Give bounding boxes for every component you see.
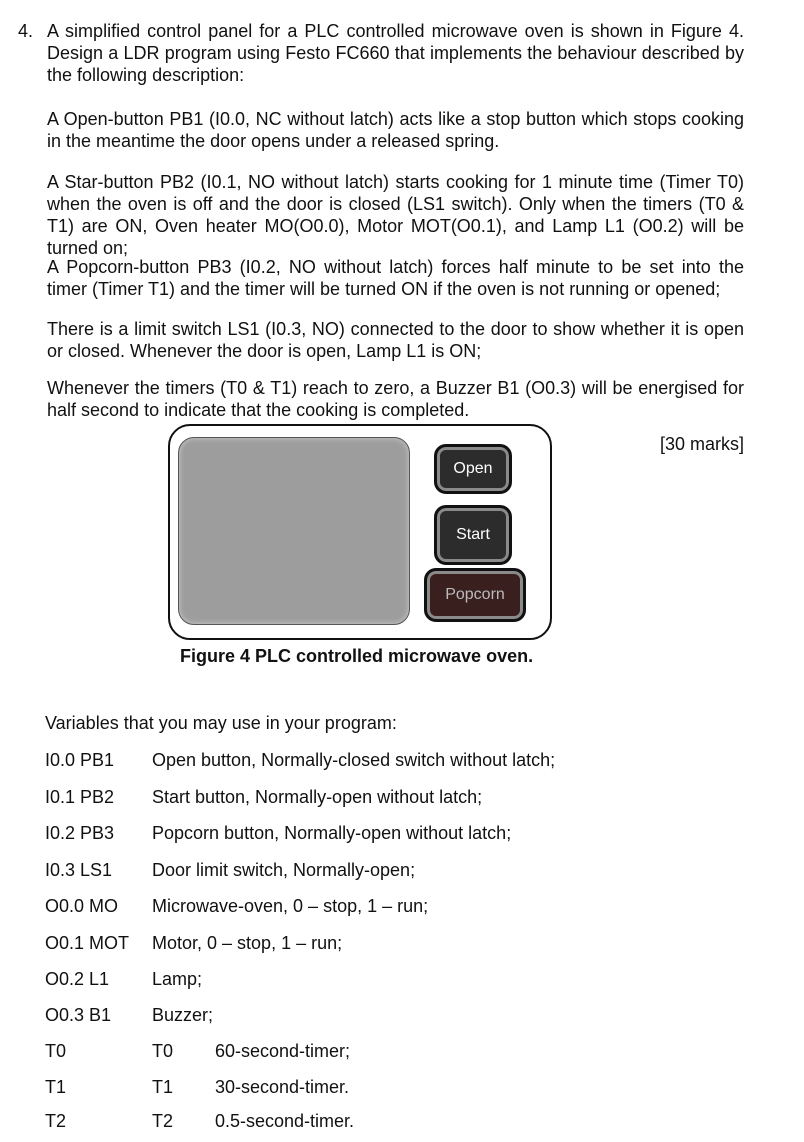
timer-name: T0 [152, 1041, 174, 1061]
figure-caption: Figure 4 PLC controlled microwave oven. [180, 646, 534, 666]
variable-description: Buzzer; [152, 1005, 214, 1025]
variable-address: I0.3 LS1 [45, 860, 113, 880]
variable-description: Start button, Normally-open without latch; [152, 787, 483, 807]
paragraph-buzzer: Whenever the timers (T0 & T1) reach to zero, a Buzzer B1 (O0.3) will be energised for half second to indicate that the cooking is completed. [47, 378, 744, 420]
paragraph-open-button: A Open-button PB1 (I0.0, NC without latch) acts like a stop button which stops cooking in the meantime the door opens under a released spring. [47, 109, 744, 151]
variable-description: Popcorn button, Normally-open without latch; [152, 823, 512, 843]
marks-label: [30 marks] [659, 434, 744, 454]
timer-id: T2 [45, 1111, 67, 1131]
variable-description: Lamp; [152, 969, 203, 989]
variable-address: O0.3 B1 [45, 1005, 112, 1025]
variable-description: Open button, Normally-closed switch without latch; [152, 750, 556, 770]
paragraph-limit-switch: There is a limit switch LS1 (I0.3, NO) connected to the door to show whether it is open or closed. Whenever the door is open, Lamp L1 is ON; [47, 319, 744, 361]
paragraph-popcorn-button: A Popcorn-button PB3 (I0.2, NO without latch) forces half minute to be set into the timer (Timer T1) and the timer will be turned ON if the oven is not running or opened; [47, 257, 744, 299]
variable-description: Motor, 0 – stop, 1 – run; [152, 933, 343, 953]
variable-address: I0.1 PB2 [45, 787, 115, 807]
open-button: Open [434, 444, 512, 494]
question-intro: A simplified control panel for a PLC controlled microwave oven is shown in Figure 4. Design a LDR program using Festo FC660 that implements the behaviour described by the following description: [47, 21, 744, 85]
variables-heading: Variables that you may use in your program: [45, 713, 397, 733]
variable-description: Door limit switch, Normally-open; [152, 860, 416, 880]
variable-address: I0.0 PB1 [45, 750, 115, 770]
start-button: Start [434, 505, 512, 565]
timer-name: T1 [152, 1077, 174, 1097]
timer-name: T2 [152, 1111, 174, 1131]
variable-address: O0.0 MO [45, 896, 119, 916]
question-number: 4. [18, 21, 34, 41]
variable-description: Microwave-oven, 0 – stop, 1 – run; [152, 896, 429, 916]
popcorn-button: Popcorn [424, 568, 526, 622]
timer-id: T0 [45, 1041, 67, 1061]
microwave-figure [168, 424, 552, 640]
variable-address: O0.2 L1 [45, 969, 110, 989]
oven-window [178, 437, 410, 625]
timer-description: 60-second-timer; [215, 1041, 351, 1061]
variable-address: I0.2 PB3 [45, 823, 115, 843]
timer-id: T1 [45, 1077, 67, 1097]
timer-description: 0.5-second-timer. [215, 1111, 355, 1131]
paragraph-start-button: A Star-button PB2 (I0.1, NO without latch) starts cooking for 1 minute time (Timer T0) when the oven is off and the door is closed (LS1 switch). Only when the timers (T0 & T1) are ON, Oven heater MO(O0.0), Motor MOT(O0.1), and Lamp L1 (O0.2) will be turned on; [47, 172, 744, 258]
variable-address: O0.1 MOT [45, 933, 130, 953]
timer-description: 30-second-timer. [215, 1077, 350, 1097]
